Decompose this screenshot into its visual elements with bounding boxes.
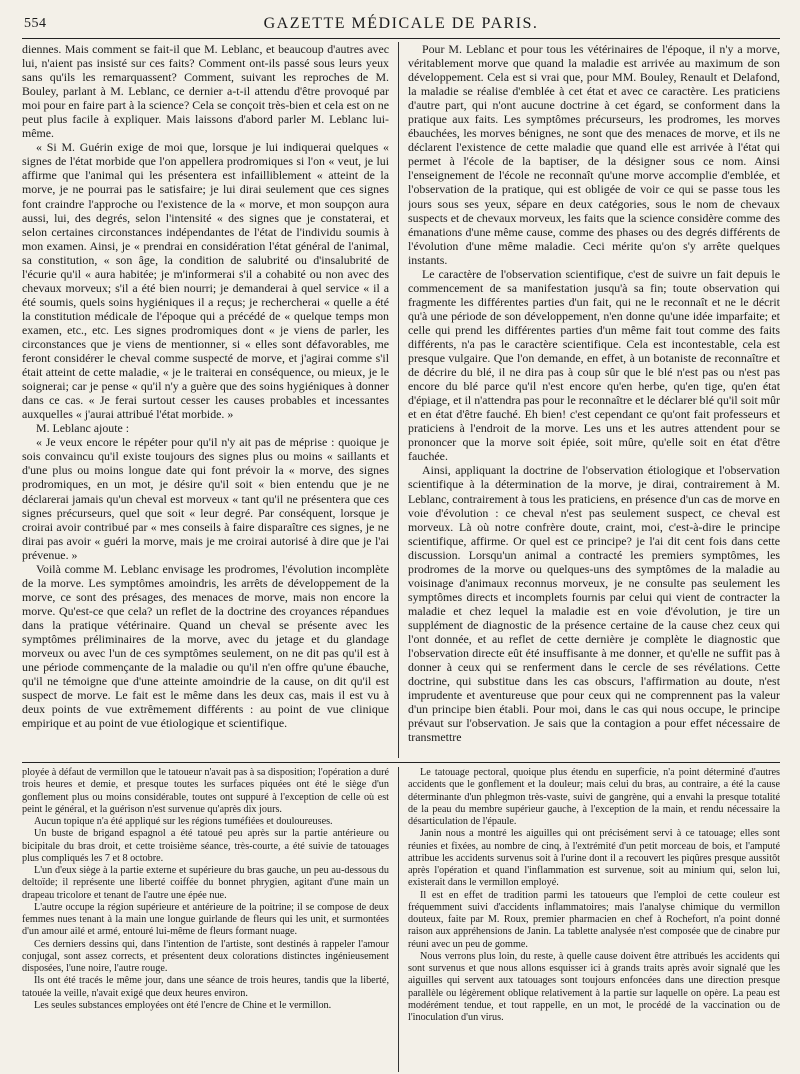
paragraph: « Je veux encore le répéter pour qu'il n'y ait pas de méprise : quoique je sois convaincu qu'il existe toujours des signes plus ou moins « saillants et d'une plus ou moins longue date qui font prévoir la « morve, des signes prodromiques, en un mot, je désire qu'il soit « bien entendu que je ne déclarerai jamais qu'un cheval est morveux « tant qu'il ne présentera que ces signes précurseurs, quel que soit « leur degré. Par conséquent, lorsque je croirai avoir contribué par « mes conseils à faire disparaître ces signes, je ne dirai pas avoir « guéri la morve, mais je me croirai autorisé à dire que je l'ai prévenue. » <box>22 435 389 562</box>
feuilleton-left-column <box>22 767 389 1072</box>
feuilleton-right-column <box>408 767 780 1072</box>
paragraph: M. Leblanc ajoute : <box>36 421 130 436</box>
main-article <box>22 42 780 758</box>
column-divider <box>398 42 399 758</box>
paragraph: Ainsi, appliquant la doctrine de l'observation étiologique et l'observation scientifique à la détermination de la morve, je dirai, contrairement à M. Leblanc, contrairement à tous les praticiens, en présence d'un cas de morve en voie d'évolution : ce cheval n'est pas seulement suspect, ce cheval est morveux. Là où notre confrère doute, craint, moi, c'est-à-dire le principe scientifique, affirme. Or quel est ce principe? je l'ai dit cent fois dans cette discussion. Lorsqu'un animal a contracté les premiers symptômes, les prodromes de la morve ou quelques-uns des symptômes de la maladie au voisinage d'animaux reconnus morveux, je ne consulte pas seulement les symptômes directs et incomplets fournis par celui qui vient de contracter la maladie et chez lequel la maladie est en voie d'évolution, je tire un supplément de diagnostic de la présence certaine de la cause chez ceux qui l'ont donnée, et au reflet de cette dernière je complète le diagnostic que l'observation directe eût été insuffisante à me donner, et qu'elle ne suffit pas à donner à ceux qui se renferment dans le cercle de ses révélations. Cette doctrine, qui substitue dans les cas obscurs, l'affirmation au doute, n'est imprudente et aventureuse que pour ceux qui ne comprennent pas la valeur d'un principe bien établi. Pour moi, dans le cas qui nous occupe, le principe prévaut sur l'observation. Je sais que la contagion a pour effet nécessaire de transmettre <box>408 463 780 745</box>
feuilleton <box>22 767 780 1072</box>
paragraph: Les seules substances employées ont été l'encre de Chine et le vermillon. <box>34 999 332 1011</box>
page-number: 554 <box>24 16 47 31</box>
paragraph: Pour M. Leblanc et pour tous les vétérinaires de l'époque, il n'y a morve, véritablement morve que quand la maladie est arrivée au maximum de son développement. Cela est si vrai que, pour MM. Bouley, Renault et Delafond, la maladie se réalise d'emblée à cet état et avec ce caractère. Les praticiens d'autre part, qui n'ont aucune doctrine à cet égard, se conforment dans la pratique aux faits. Les symptômes précurseurs, les prodromes, les morves ébauchées, les morves bénignes, ne sont que des menaces de morve, et ils ne déclarent l'existence de cette maladie que quand elle est arrivée à l'état qui permet à l'école de la baptiser, de la désigner sous ce nom. Ainsi l'enseignement de l'école ne reconnaît qu'une morve accomplie d'emblée, et l'observation de la pratique, qui est obligée de voir ce qui se passe tous les jours sous ses yeux, sépare en deux catégories, sous le nom de chevaux suspects et de chevaux morveux, les faits que la science considère comme des émanations d'une même cause, comme des phases ou des degrés différents de l'évolution d'une même maladie. Ceci mérite qu'on s'y arrête quelques instants. <box>408 42 780 267</box>
paragraph: Le tatouage pectoral, quoique plus étendu en superficie, n'a point déterminé d'autres accidents que le gonflement et la douleur; mais celui du bras, au contraire, a été la cause déterminante d'un phlegmon très-vaste, suivi de gangrène, qui a envahi la presque totalité de la peau du membre supérieur gauche, à l'exception de la main, et rendu nécessaire la désarticulation de l'épaule. <box>408 767 780 827</box>
paragraph: ployée à défaut de vermillon que le tatoueur n'avait pas à sa disposition; l'opération a duré trois heures et demie, et presque toutes les surfaces piquées ont été le siège d'un gonflement plus ou moins considérable, toutes ont suppuré à l'exception de celle où est peint le général, et la guérison n'est survenue qu'après dix jours. <box>22 767 389 815</box>
paragraph: Voilà comme M. Leblanc envisage les prodromes, l'évolution incomplète de la morve. Les symptômes amoindris, les arrêts de développement de la morve, ce sont des présages, des menaces de morve, mais non encore la morve. Qu'est-ce que cela? un reflet de la doctrine des croyances répandues dans la pratique vétérinaire. Quand un cheval se présente avec les symptômes préliminaires de la morve, avec du jetage et du glandage morveux ou avec l'un de ces symptômes seulement, on ne dit pas qu'il est à une période commençante de la maladie ou qu'il n'en offre qu'une ébauche, qu'il ne témoigne que d'une atteinte amoindrie de la cause, on dit qu'il est suspect de morve. Le fait est le même dans les deux cas, mais il est vu à deux points de vue extrêmement différents : au point de vue clinique empirique et au point de vue étiologique et scientifique. <box>22 561 389 731</box>
paragraph: Un buste de brigand espagnol a été tatoué peu après sur la partie antérieure ou bicipitale du bras droit, et cette troisième séance, très-courte, a été suivie de tatouages plus compliqués les 7 et 8 octobre. <box>22 828 389 864</box>
paragraph: Ces derniers dessins qui, dans l'intention de l'artiste, sont destinés à rappeler l'amour conjugal, sont assez corrects, et présentent deux colorations distinctes ingénieusement disposées, l'une noire, l'autre rouge. <box>22 938 389 974</box>
section-divider <box>22 762 780 763</box>
column-divider <box>398 767 399 1072</box>
running-title: GAZETTE MÉDICALE DE PARIS. <box>263 15 539 32</box>
paragraph: Janin nous a montré les aiguilles qui ont précisément servi à ce tatouage; elles sont réunies et fixées, au nombre de cinq, à l'extrémité d'un petit morceau de bois, et l'amputé attribue les accidents survenus soit à l'urine dont il a recouvert les piqûres presque aussitôt après l'opération et quand l'inflammation est survenue, soit au minium qui, selon lui, existerait dans le vermillon employé. <box>408 828 780 889</box>
paragraph: Le caractère de l'observation scientifique, c'est de suivre un fait depuis le commencement de sa manifestation jusqu'à sa fin; toute observation qui fragmente les différentes parties d'un fait, qui ne le reconnaît et ne le décrit qu'à une période de son développement, n'en donne qu'une idée imparfaite; et celle qui prend les différentes parties d'un même fait tout comme des faits différents, n'a pas le caractère scientifique. Cela est incontestable, cela est presque vulgaire. Que l'on demande, en effet, à un botaniste de reconnaître et de décrire du blé, il ne dira pas à coup sûr que le blé n'est pas ou n'est pas encore du blé parce qu'il n'est encore qu'en herbe, qu'en tige, qu'en état d'épiage, et il n'attendra pas pour le reconnaître et le déclarer blé qu'il soit mûr et en état d'être fauché. Eh bien! c'est cependant ce qu'ont fait professeurs et praticiens à l'endroit de la morve. Les uns et les autres attendent pour se prononcer que la morve soit épiée, soit mûre, qu'elle soit en état d'être fauchée. <box>408 266 780 464</box>
paragraph: « Si M. Guérin exige de moi que, lorsque je lui indiquerai quelques « signes de l'état morbide que l'on appellera prodromiques si l'on « veut, je lui affirme que l'animal qui les présentera est infailliblement « atteint de la morve, je ne pourrai pas le satisfaire; je lui dirai seulement que ces signes font craindre l'approche ou l'existence de la « morve, et mon soupçon aura aussi, lui, des degrés, selon l'intensité « des signes que je constaterai, et selon certaines circonstances indépendantes de l'état de l'individu soumis à mon examen. Ainsi, je « prendrai en considération l'état général de l'animal, sa constitution, « son âge, la condition de salubrité ou d'insalubrité de l'écurie qu'il « aura habitée; je m'informerai s'il a cohabité ou non avec des chevaux morveux; s'il a été bien nourri; je demanderai à quel service « il a été soumis, quels soins hygiéniques il a reçus; je rechercherai « quelle a été la constitution médicale de l'époque qui a précédé de « quelque temps mon examen, etc., etc. Les signes prodromiques dont « je viens de parler, les circonstances que je viens de mentionner, si « elles sont défavorables, me feront considérer le cheval comme suspecté de morve, et j'agirai comme s'il était atteint de cette maladie, « je le traiterai en conséquence, ou mieux, je le soignerai; car je pense « qu'il n'y a guère que des soins hygiéniques à donner dans ce cas. « Je ferai surtout cesser les causes probables et incessantes auxquelles « j'aurai attribué l'état morbide. » <box>22 140 389 422</box>
paragraph: L'un d'eux siège à la partie externe et supérieure du bras gauche, un peu au-dessous du deltoïde; il représente une liberté coiffée du bonnet phrygien, agitant d'une main un drapeau tricolore et tenant de l'autre une épée nue. <box>22 865 389 901</box>
paragraph: L'autre occupe la région supérieure et antérieure de la poitrine; il se compose de deux femmes nues tenant à la main une longue guirlande de fleurs qui les unit, et surmontées d'un amour ailé et armé, entouré lui-même de fleurs formant nuage. <box>22 901 389 938</box>
paragraph: Nous verrons plus loin, du reste, à quelle cause doivent être attribués les accidents qui sont survenus et que nous allons esquisser ici à grands traits après avoir signalé que les aiguilles qui servent aux tatouages sont toujours enfoncées dans une direction presque parallèle ou légèrement oblique relativement à la partie sur laquelle on opère. La peau est modérément tendue, et tout rappelle, en un mot, le procédé de la vaccination ou de l'inoculation d'un virus. <box>408 950 780 1023</box>
paragraph: diennes. Mais comment se fait-il que M. Leblanc, et beaucoup d'autres avec lui, n'aient pas insisté sur ces faits? Comment ont-ils passé sous leurs yeux sans qu'ils les remarquassent? Comment, suivant les reproches de M. Bouley, parlant à M. Leblanc, ce dernier a-t-il attendu d'être provoqué par moi pour en faire part à la science? Cela se conçoit très-bien et cela est on ne peut plus facile à expliquer. Mais laissons d'abord parler M. Leblanc lui-même. <box>22 42 389 141</box>
page-header <box>22 14 780 39</box>
right-column <box>408 42 780 758</box>
paragraph: Aucun topique n'a été appliqué sur les régions tuméfiées et douloureuses. <box>34 816 333 827</box>
left-column <box>22 42 389 758</box>
paragraph: Il est en effet de tradition parmi les tatoueurs que l'emploi de cette couleur est fréquemment suivi d'accidents inflammatoires; mais l'analyse chimique du vermillon douteux, faite par M. Roux, premier pharmacien en chef à Rochefort, n'a point donné raison aux appréhensions de Janin. La tablette analysée n'est composée que de cinabre pur réuni avec un peu de gomme. <box>408 889 780 950</box>
paragraph: Ils ont été tracés le même jour, dans une séance de trois heures, tandis que la liberté, tatouée la veille, n'avait exigé que deux heures environ. <box>22 975 389 999</box>
